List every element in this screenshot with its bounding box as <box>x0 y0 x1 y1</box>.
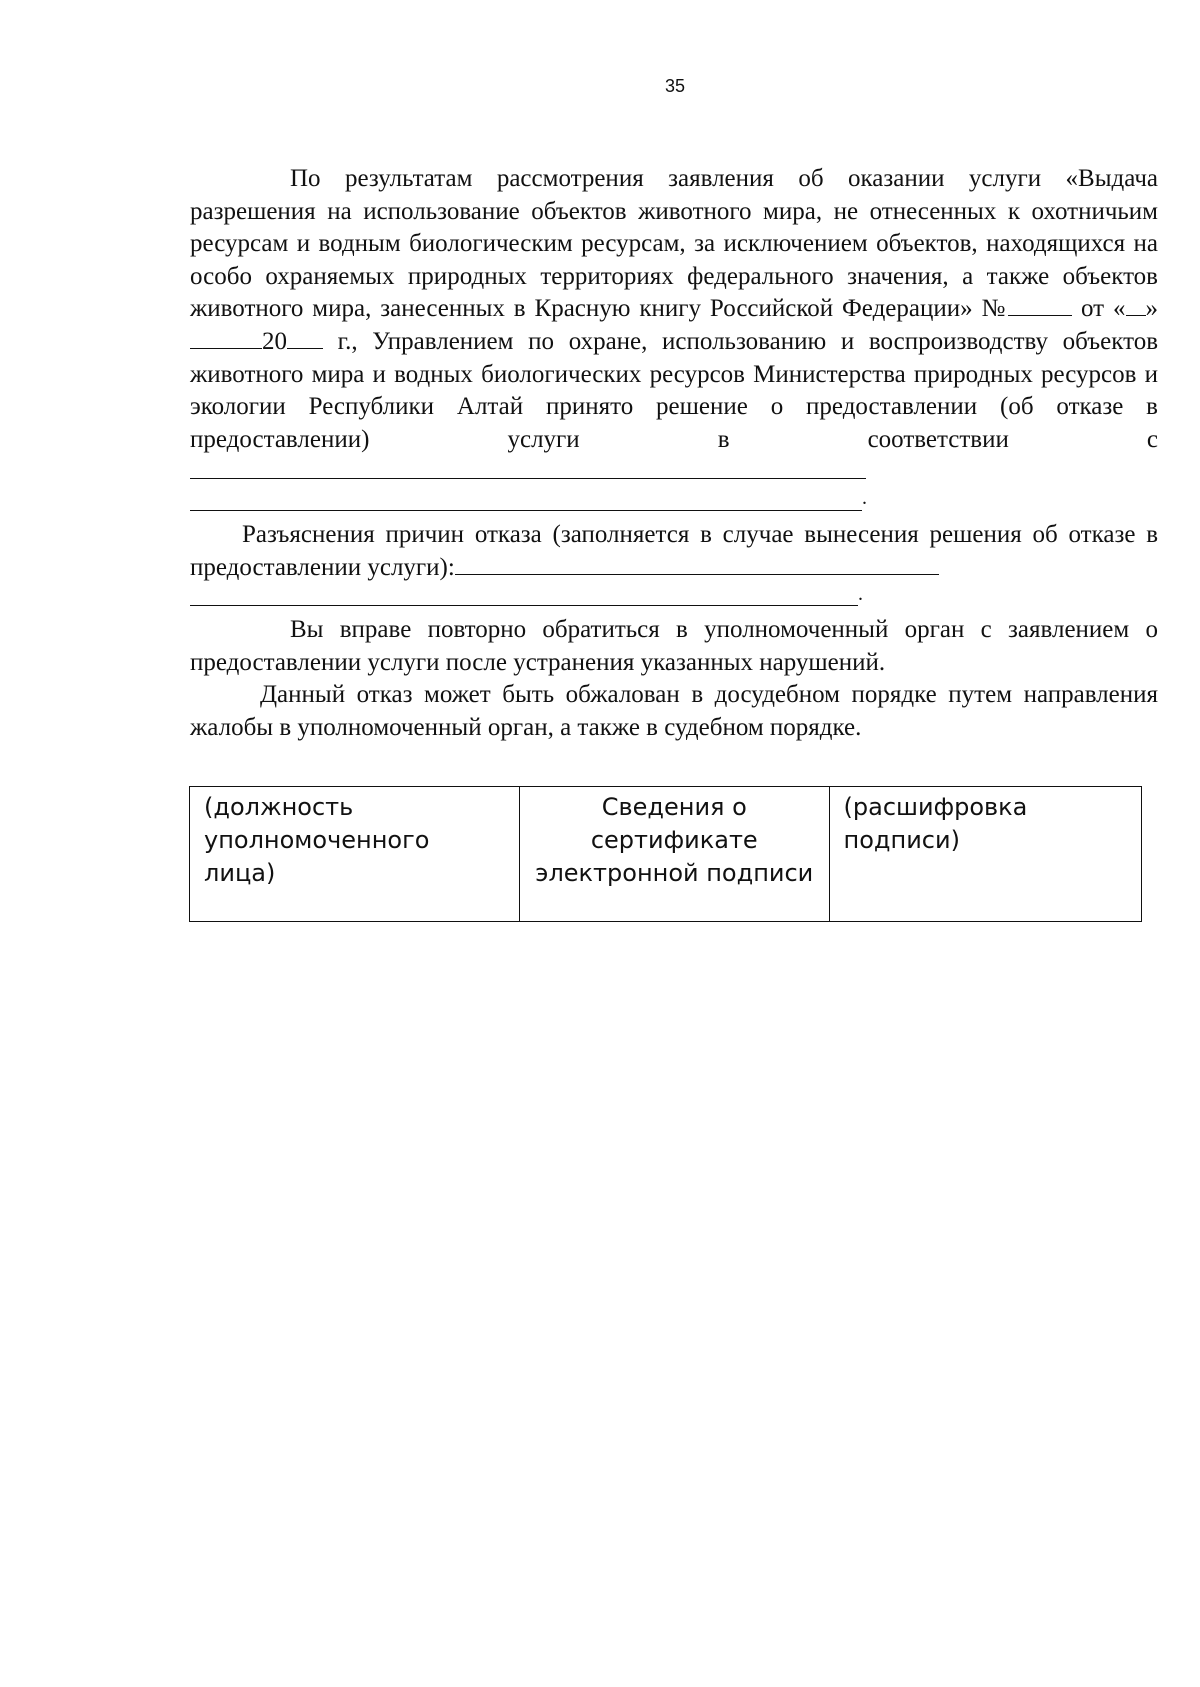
date-from-label: от « <box>1081 295 1126 323</box>
appeal-text: Данный отказ может быть обжалован в досудебном порядке путем направления жалобы в уполномоченный орган, а также в судебном порядке. <box>190 681 1158 741</box>
year-prefix: 20 <box>262 327 287 355</box>
certificate-cell <box>520 787 830 922</box>
reapply-text: Вы вправе повторно обратиться в уполномоченный орган с заявлением о предоставлении услуги после устранения указанных нарушений. <box>190 616 1158 676</box>
decision-paragraph <box>190 163 1158 489</box>
signature-name-cell <box>829 787 1141 922</box>
day-blank <box>1126 293 1146 316</box>
position-cell <box>190 787 520 922</box>
reasons-text: Разъяснения причин отказа (заполняется в случае вынесения решения об отказе в предоставлении услуги): <box>190 520 1158 581</box>
signature-name-caption: (расшифровка подписи) <box>843 793 1028 854</box>
signature-row <box>190 787 1142 922</box>
basis-blank <box>190 456 866 479</box>
basis-end-dot: . <box>862 487 867 510</box>
month-blank <box>190 326 262 349</box>
page-number: 35 <box>664 76 686 96</box>
decision-intro-text: По результатам рассмотрения заявления об оказании услуги «Выдача разрешения на использование объектов животного мира, не отнесенных к охотничьим ресурсам и водным биологическим ресурсам, за исключением объектов, находящихся на особо охраняемых природных территориях федерального значения, а также объектов животного мира, занесенных в Красную книгу Российской Федерации» <box>190 165 1158 323</box>
position-caption: (должность уполномоченного лица) <box>204 793 430 887</box>
reapply-paragraph <box>190 614 1158 679</box>
reasons-continuation-rule <box>190 605 858 606</box>
date-quote-close: » <box>1145 295 1159 323</box>
reasons-paragraph <box>190 519 1158 584</box>
reasons-blank <box>455 552 939 575</box>
basis-continuation-line <box>190 489 1158 519</box>
signature-table <box>189 786 1142 922</box>
number-label: № <box>981 295 1009 323</box>
decision-body-text: г., Управлением по охране, использованию и воспроизводству объектов животного мира и водных биологических ресурсов Министерства природных ресурсов и экологии Республики Алтай принято решение о предоставлении (об отказе в предоставлении) услуги в соответствии с <box>190 327 1158 453</box>
basis-continuation-rule <box>190 510 862 511</box>
number-blank <box>1008 293 1072 316</box>
appeal-paragraph <box>190 679 1158 744</box>
reasons-end-dot: . <box>858 582 863 605</box>
reasons-continuation-line <box>190 584 1158 614</box>
year-blank <box>287 326 323 349</box>
document-body <box>190 163 1158 745</box>
certificate-caption: Сведения о сертификате электронной подписи <box>535 793 814 887</box>
